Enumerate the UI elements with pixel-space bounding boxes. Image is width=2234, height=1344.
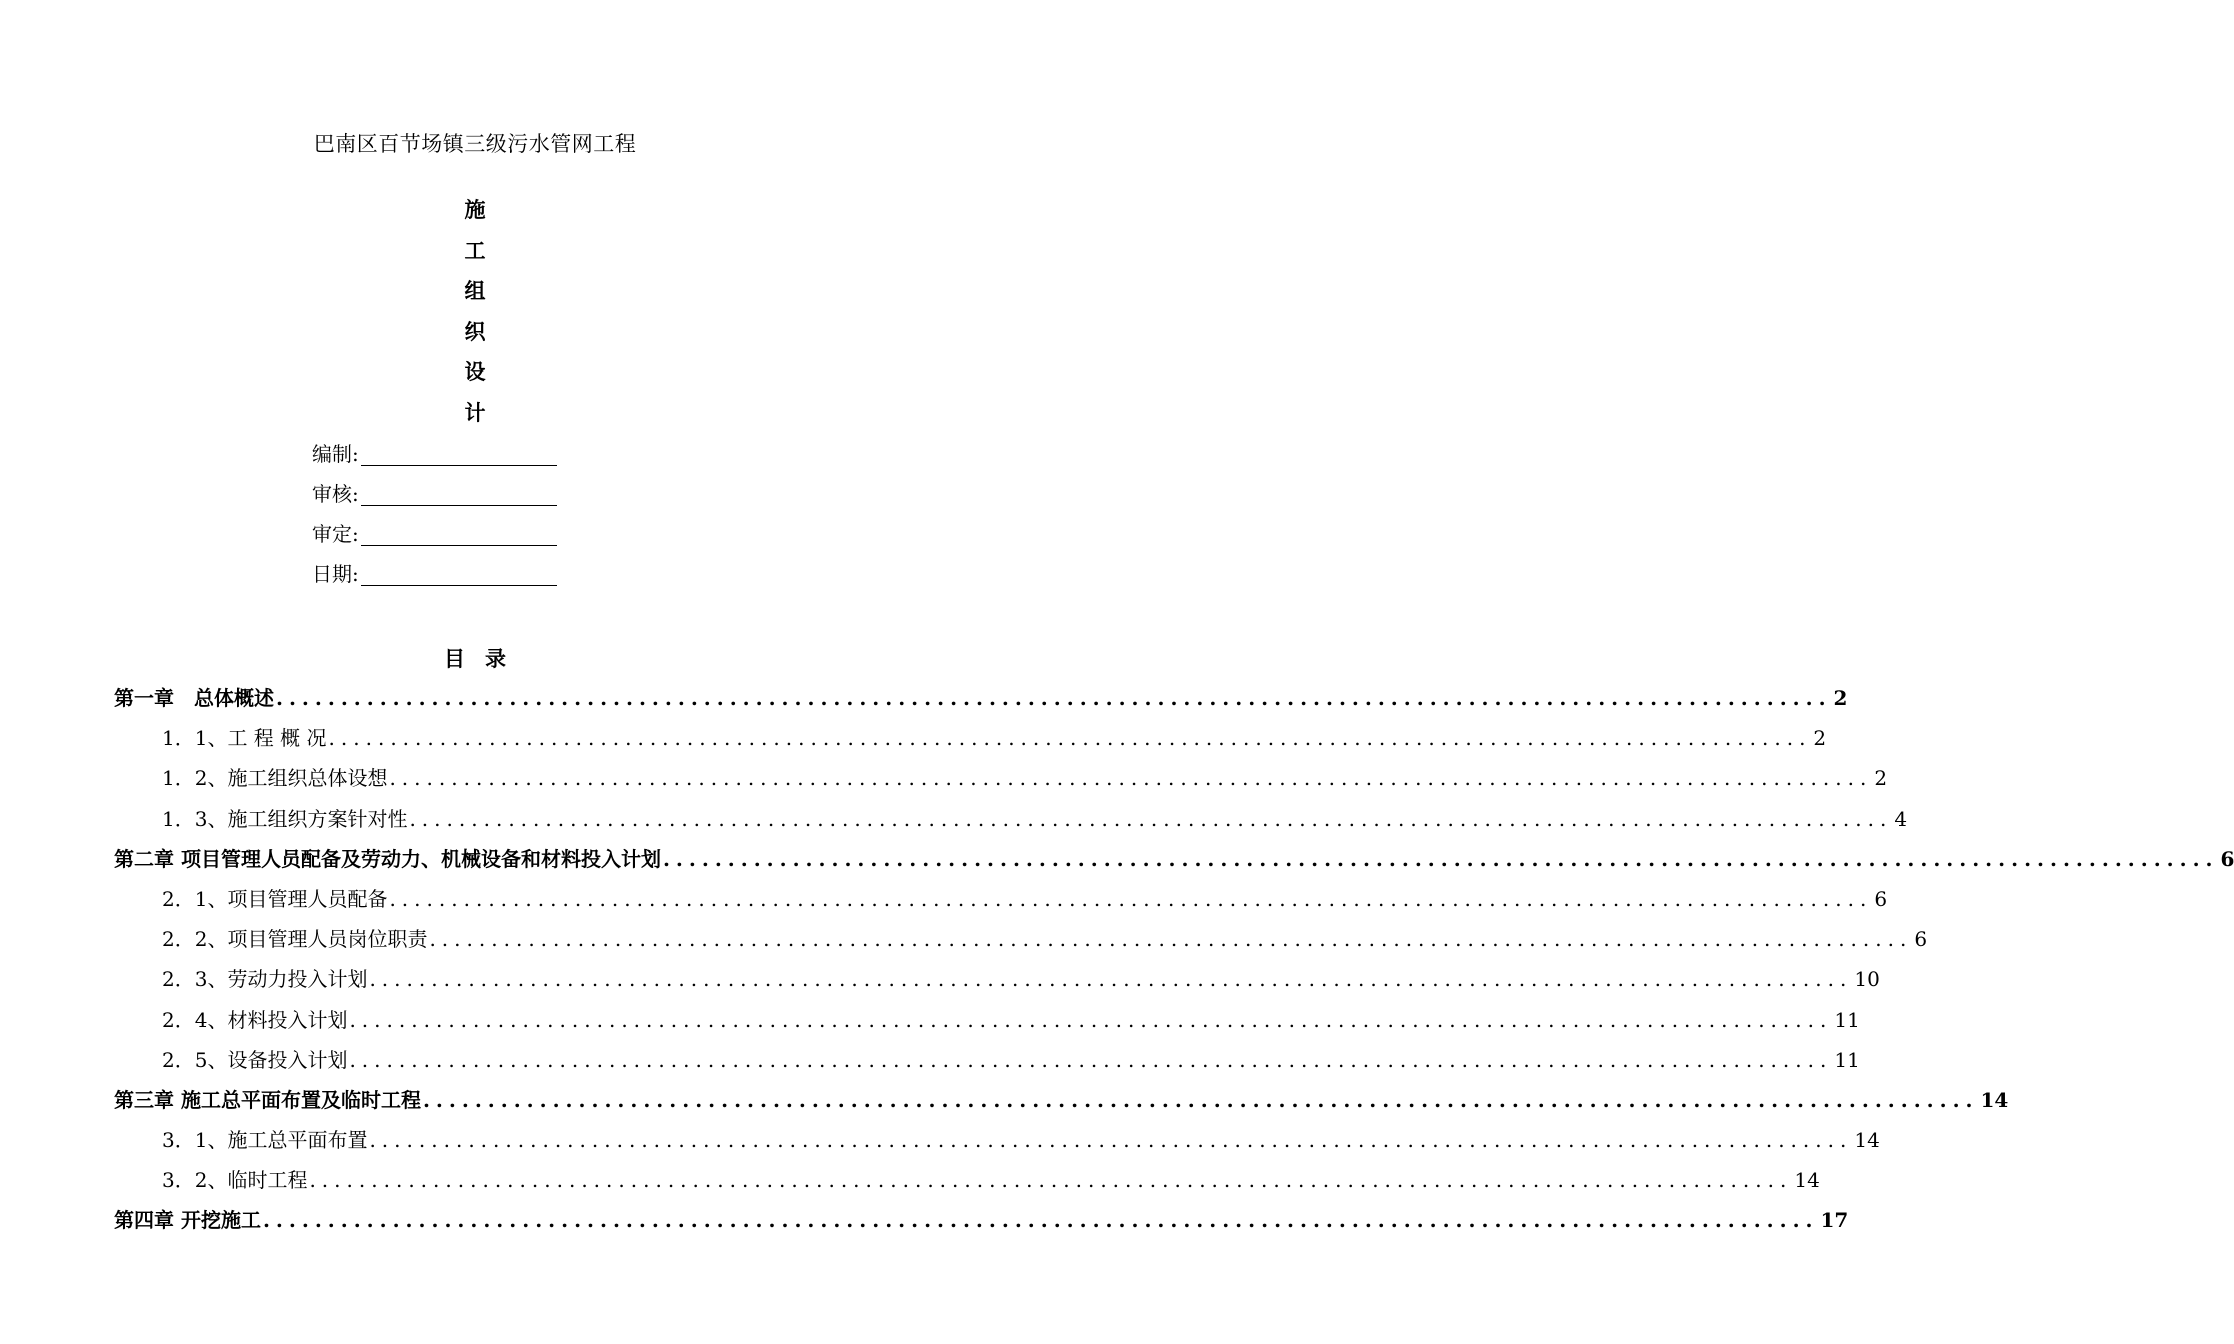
vertical-title-char: 施 (464, 197, 486, 222)
toc-leader-dots: ........................................................................................................................ (409, 806, 1893, 831)
toc-entry-page: 6 (2220, 846, 2234, 871)
signature-label: 审核: (312, 482, 359, 506)
vertical-title-char: 工 (464, 237, 486, 263)
signature-label: 审定: (312, 522, 359, 546)
toc-chapter-entry[interactable] (114, 1200, 1849, 1240)
signature-label: 日期: (312, 562, 359, 586)
toc-entry-title: 2．3、劳动力投入计划 (162, 967, 368, 992)
toc-entry-title: 2．2、项目管理人员岗位职责 (162, 927, 428, 952)
toc-entry-page: 2 (1813, 726, 1827, 751)
toc-entry-title: 2．1、项目管理人员配备 (162, 886, 388, 911)
toc-leader-dots: ........................................................................................................................ (662, 846, 2219, 871)
vertical-title-char: 计 (464, 399, 486, 425)
vertical-title-char: 设 (464, 359, 486, 384)
toc-section-entry[interactable] (114, 1000, 1860, 1040)
toc-section-entry[interactable] (114, 718, 1827, 758)
vertical-title-char: 织 (464, 318, 486, 344)
toc-leader-dots: ........................................................................................................................ (349, 1007, 1833, 1032)
toc-entry-page: 17 (1820, 1208, 1849, 1233)
signature-approved (312, 506, 572, 546)
signature-line (361, 483, 557, 506)
toc-entry-title: 第一章 总体概述 (114, 686, 274, 710)
signature-line (361, 563, 557, 586)
toc-entry-page: 11 (1834, 1007, 1860, 1032)
toc-entry-title: 1．2、施工组织总体设想 (162, 766, 388, 791)
project-title: 巴南区百节场镇三级污水管网工程 (313, 132, 637, 156)
toc-section-entry[interactable] (114, 959, 1880, 999)
toc-entry-page: 14 (1980, 1087, 2009, 1112)
toc-title-char: 目 (444, 646, 465, 671)
toc-leader-dots: ........................................................................................................................ (369, 967, 1853, 992)
toc-entry-page: 14 (1854, 1128, 1880, 1153)
toc-chapter-entry[interactable] (114, 839, 2234, 879)
toc-title-char: 录 (485, 646, 506, 671)
toc-entry-page: 2 (1874, 766, 1888, 791)
toc-leader-dots: ........................................................................................................................ (429, 927, 1913, 952)
toc-section-entry[interactable] (114, 758, 1888, 798)
toc-leader-dots: ........................................................................................................................ (389, 886, 1873, 911)
toc-entry-page: 14 (1794, 1168, 1820, 1193)
toc-entry-title: 2．5、设备投入计划 (162, 1047, 348, 1072)
toc-entry-page: 6 (1874, 886, 1888, 911)
signature-line (361, 443, 557, 466)
toc-entry-title: 1．1、工 程 概 况 (162, 726, 327, 751)
toc-entry-title: 第二章 项目管理人员配备及劳动力、机械设备和材料投入计划 (114, 846, 661, 871)
toc-entry-title: 第三章 施工总平面布置及临时工程 (114, 1087, 421, 1112)
toc-section-entry[interactable] (114, 1120, 1880, 1160)
toc-entry-title: 2．4、材料投入计划 (162, 1007, 348, 1032)
toc-entry-title: 1．3、施工组织方案针对性 (162, 806, 408, 831)
toc-entry-title: 3．2、临时工程 (162, 1168, 308, 1193)
toc-section-entry[interactable] (114, 879, 1888, 919)
toc-entry-page: 11 (1834, 1047, 1860, 1072)
signature-compiled (312, 426, 572, 466)
toc-leader-dots: ........................................................................................................................ (349, 1047, 1833, 1072)
toc-entry-page: 10 (1854, 967, 1880, 992)
toc-title (0, 643, 950, 673)
toc-section-entry[interactable] (114, 799, 1908, 839)
toc-section-entry[interactable] (114, 1160, 1820, 1200)
toc-entry-page: 4 (1894, 806, 1908, 831)
signature-line (361, 523, 557, 546)
toc-entry-title: 第四章 开挖施工 (114, 1208, 261, 1233)
toc-section-entry[interactable] (114, 1040, 1860, 1080)
toc-leader-dots: ........................................................................................................................ (422, 1087, 1979, 1112)
toc-leader-dots: ........................................................................................................................ (309, 1168, 1793, 1193)
toc-leader-dots: ........................................................................................................................ (276, 686, 1832, 710)
toc-leader-dots: ........................................................................................................................ (328, 726, 1812, 751)
signature-label: 编制: (312, 442, 359, 466)
toc-leader-dots: ........................................................................................................................ (262, 1208, 1819, 1233)
signature-reviewed (312, 466, 572, 506)
toc-leader-dots: ........................................................................................................................ (369, 1128, 1853, 1153)
vertical-title (455, 190, 495, 433)
toc-entry-page: 2 (1833, 686, 1848, 710)
toc-chapter-entry[interactable] (114, 678, 1848, 718)
toc-entry-title: 3．1、施工总平面布置 (162, 1128, 368, 1153)
toc-leader-dots: ........................................................................................................................ (389, 766, 1873, 791)
table-of-contents (114, 678, 2234, 1241)
toc-section-entry[interactable] (114, 919, 1928, 959)
signature-date (312, 546, 572, 586)
toc-chapter-entry[interactable] (114, 1080, 2009, 1120)
toc-entry-page: 6 (1914, 927, 1928, 952)
vertical-title-char: 组 (464, 278, 486, 303)
